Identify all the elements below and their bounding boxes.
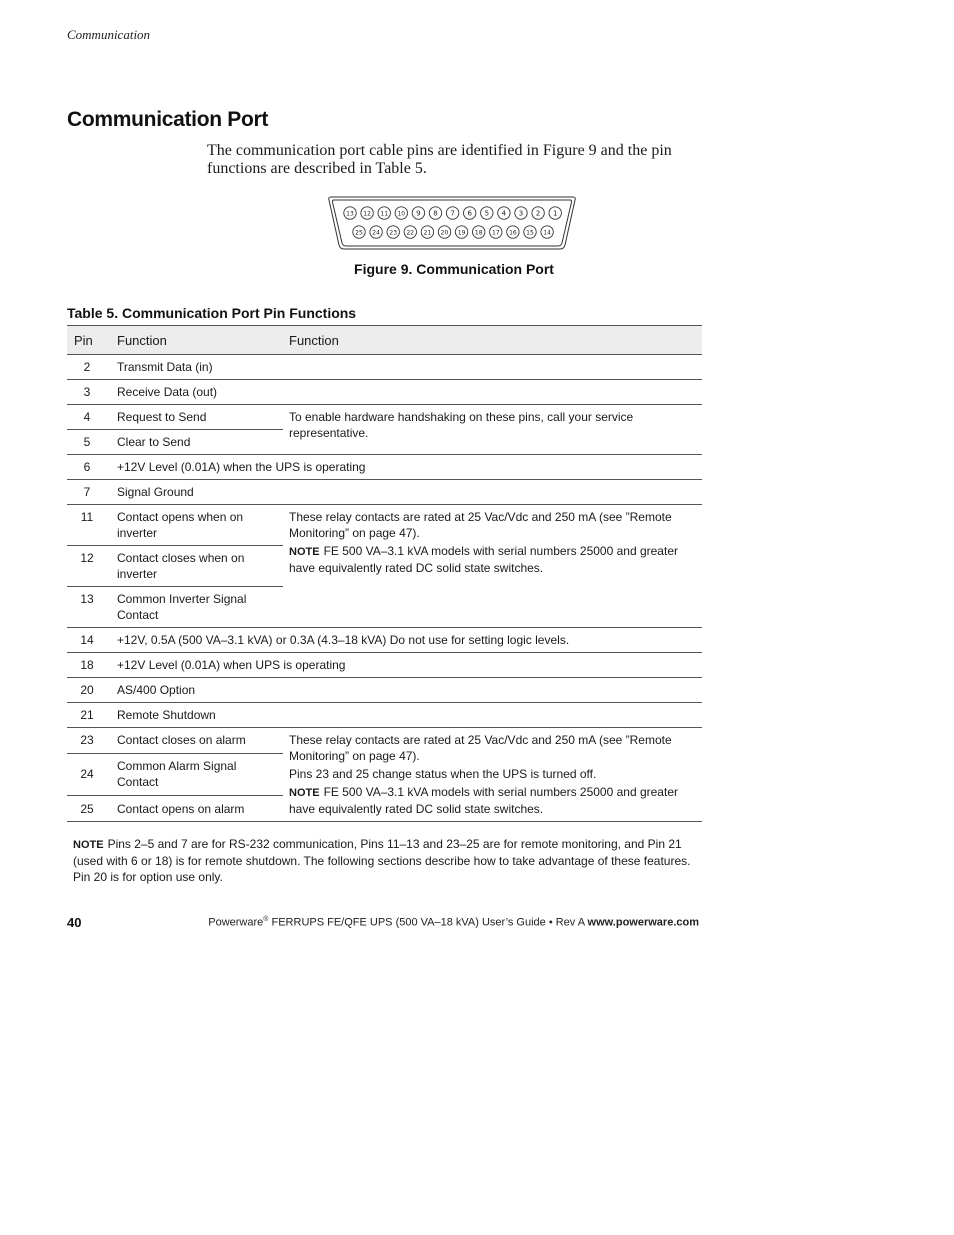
function-cell: +12V Level (0.01A) when UPS is operating	[111, 653, 702, 678]
function-cell: Common Inverter Signal Contact	[111, 587, 283, 628]
connector-shell-outer	[329, 197, 576, 249]
table-row	[67, 505, 702, 546]
note-block	[289, 784, 696, 817]
pin-cell: 5	[67, 430, 111, 455]
svg-text:11: 11	[380, 210, 389, 218]
header-function-desc: Function	[283, 326, 702, 355]
pin-cell: 6	[67, 455, 111, 480]
svg-text:25: 25	[355, 229, 363, 237]
svg-text:9: 9	[416, 209, 421, 218]
description-cell: To enable hardware handshaking on these pins, call your service representative.	[283, 405, 702, 455]
function-cell: +12V Level (0.01A) when the UPS is operating	[111, 455, 702, 480]
table-row	[67, 405, 702, 430]
svg-text:23: 23	[389, 229, 398, 237]
table-row	[67, 355, 702, 380]
svg-text:12: 12	[363, 210, 371, 218]
connector-pin-15	[524, 226, 536, 238]
connector-pin-2	[532, 207, 544, 219]
pin-cell: 14	[67, 628, 111, 653]
pin-cell: 4	[67, 405, 111, 430]
svg-text:4: 4	[501, 209, 507, 218]
svg-text:7: 7	[450, 209, 455, 218]
connector-pin-22	[404, 226, 416, 238]
svg-text:3: 3	[518, 209, 524, 218]
svg-text:10: 10	[397, 210, 406, 218]
connector-pin-12	[361, 207, 373, 219]
connector-pin-4	[498, 207, 510, 219]
connector-pin-17	[490, 226, 502, 238]
function-cell: Contact opens when on inverter	[111, 505, 283, 546]
note-label: NOTE	[73, 839, 104, 851]
top-pin-row	[344, 207, 562, 219]
footer-url: www.powerware.com	[587, 916, 699, 929]
function-cell: Contact closes when on inverter	[111, 546, 283, 587]
table-row	[67, 653, 702, 678]
connector-pin-18	[473, 226, 485, 238]
svg-text:5: 5	[484, 209, 490, 218]
table-header-row	[67, 326, 702, 355]
connector-pin-20	[438, 226, 450, 238]
svg-text:17: 17	[491, 229, 500, 237]
bottom-pin-row	[353, 226, 554, 238]
figure-caption: Figure 9. Communication Port	[354, 261, 554, 277]
function-cell: Contact closes on alarm	[111, 728, 283, 754]
function-cell: +12V, 0.5A (500 VA–3.1 kVA) or 0.3A (4.3–18 kVA) Do not use for setting logic levels.	[111, 628, 702, 653]
svg-text:6: 6	[467, 209, 472, 218]
pin-cell: 25	[67, 796, 111, 822]
header-function: Function	[111, 326, 283, 355]
header-pin: Pin	[67, 326, 111, 355]
relay-rating-text: These relay contacts are rated at 25 Vac/Vdc and 250 mA (see ”Remote Monitoring” on page 47).	[289, 510, 672, 540]
function-cell: AS/400 Option	[111, 678, 702, 703]
footer-brand: Powerware	[208, 916, 264, 929]
connector-pin-7	[446, 207, 458, 219]
function-cell: Contact opens on alarm	[111, 796, 283, 822]
intro-paragraph: The communication port cable pins are identified in Figure 9 and the pin functions are described in Table 5.	[207, 142, 672, 177]
connector-pin-25	[353, 226, 365, 238]
svg-text:8: 8	[433, 209, 438, 218]
note-label: NOTE	[289, 787, 320, 799]
connector-pin-6	[464, 207, 476, 219]
pin-cell: 12	[67, 546, 111, 587]
connector-pin-13	[344, 207, 356, 219]
svg-text:21: 21	[423, 229, 432, 237]
pin-cell: 7	[67, 480, 111, 505]
note-text: FE 500 VA–3.1 kVA models with serial numbers 25000 and greater have equivalently rated DC solid state switches.	[289, 785, 678, 816]
pin-cell: 3	[67, 380, 111, 405]
connector-pin-24	[370, 226, 382, 238]
description-cell	[283, 728, 702, 822]
table-row	[67, 628, 702, 653]
table-footnote	[73, 836, 693, 885]
svg-text:14: 14	[543, 229, 551, 237]
connector-pin-19	[455, 226, 467, 238]
connector-pin-14	[541, 226, 553, 238]
svg-text:13: 13	[346, 210, 354, 218]
connector-pin-23	[387, 226, 399, 238]
pin-cell: 24	[67, 753, 111, 795]
note-label: NOTE	[289, 546, 320, 558]
connector-pin-10	[395, 207, 407, 219]
svg-text:19: 19	[457, 229, 466, 237]
status-change-text: Pins 23 and 25 change status when the UPS is turned off.	[289, 767, 597, 781]
table-row	[67, 728, 702, 754]
svg-text:24: 24	[372, 229, 380, 237]
table-row	[67, 455, 702, 480]
pin-cell: 2	[67, 355, 111, 380]
svg-text:16: 16	[509, 229, 517, 237]
table-row	[67, 380, 702, 405]
page-footer	[208, 916, 699, 929]
pin-cell: 11	[67, 505, 111, 546]
connector-pin-11	[378, 207, 390, 219]
function-cell: Common Alarm Signal Contact	[111, 753, 283, 795]
running-head: Communication	[67, 27, 151, 42]
connector-pin-9	[412, 207, 424, 219]
pin-cell: 18	[67, 653, 111, 678]
pin-cell: 23	[67, 728, 111, 754]
connector-pin-3	[515, 207, 527, 219]
description-cell	[283, 505, 702, 628]
connector-pin-1	[549, 207, 561, 219]
svg-text:2: 2	[535, 209, 541, 218]
connector-pin-16	[507, 226, 519, 238]
note-text: FE 500 VA–3.1 kVA models with serial numbers 25000 and greater have equivalently rated DC solid state switches.	[289, 544, 678, 575]
connector-pin-5	[481, 207, 493, 219]
svg-text:18: 18	[474, 229, 483, 237]
function-cell: Transmit Data (in)	[111, 355, 702, 380]
footnote-text: Pins 2–5 and 7 are for RS-232 communication, Pins 11–13 and 23–25 are for remote monitoring, and Pin 21 (used with 6 or 18) is for remote shutdown. The following sections describe how to take advantage of these features. Pin 20 is for option use only.	[73, 837, 691, 884]
function-cell: Clear to Send	[111, 430, 283, 455]
svg-text:15: 15	[526, 229, 534, 237]
footer-guide-text: FERRUPS FE/QFE UPS (500 VA–18 kVA) User’s Guide • Rev A	[268, 916, 588, 929]
function-cell: Receive Data (out)	[111, 380, 702, 405]
pin-functions-table	[67, 325, 702, 822]
note-block	[289, 543, 696, 576]
connector-pin-8	[429, 207, 441, 219]
db25-connector-diagram	[327, 195, 577, 251]
svg-text:1: 1	[552, 209, 558, 218]
table-row	[67, 703, 702, 728]
pin-cell: 20	[67, 678, 111, 703]
function-cell: Request to Send	[111, 405, 283, 430]
function-cell: Remote Shutdown	[111, 703, 702, 728]
pin-cell: 13	[67, 587, 111, 628]
table-title: Table 5. Communication Port Pin Functions	[67, 305, 357, 321]
function-cell: Signal Ground	[111, 480, 702, 505]
page-number: 40	[67, 915, 82, 930]
svg-text:22: 22	[406, 229, 415, 237]
registered-mark: ®	[263, 916, 269, 923]
section-title: Communication Port	[67, 108, 269, 131]
table-row	[67, 678, 702, 703]
connector-pin-21	[421, 226, 433, 238]
table-row	[67, 480, 702, 505]
svg-text:20: 20	[440, 229, 449, 237]
pin-cell: 21	[67, 703, 111, 728]
relay-rating-text: These relay contacts are rated at 25 Vac/Vdc and 250 mA (see ”Remote Monitoring” on page 47).	[289, 733, 672, 763]
